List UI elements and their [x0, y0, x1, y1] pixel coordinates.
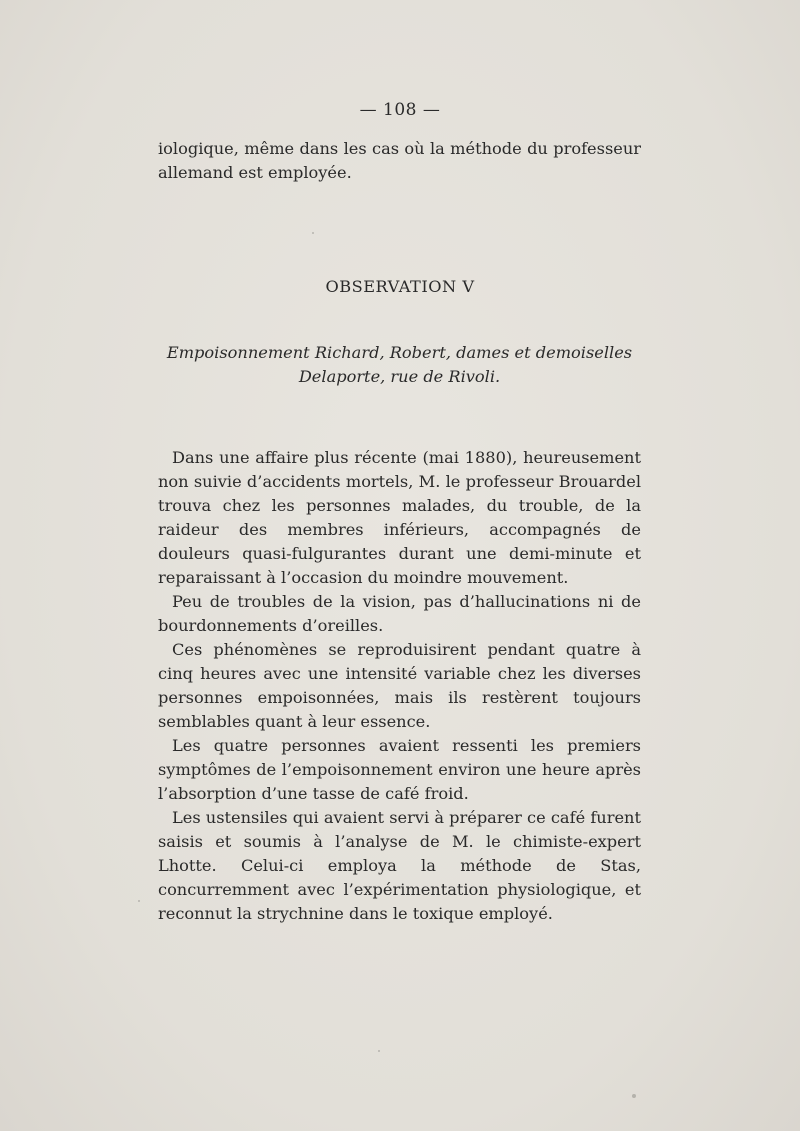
observation-body — [158, 446, 641, 926]
continuation-text: iologique, même dans les cas où la méthode du professeur allemand est employée. — [158, 139, 641, 182]
paper-speck — [378, 1050, 380, 1052]
paragraph: Les quatre personnes avaient ressenti les premiers symptômes de l’empoisonnement environ une heure après l’absorption d’une tasse de café froid. — [158, 736, 641, 803]
observation-subtitle-line-2: Delaporte, rue de Rivoli. — [298, 367, 501, 386]
paragraph: Ces phénomènes se reproduisirent pendant quatre à cinq heures avec une intensité variable chez les diverses personnes empoisonnées, mais ils restèrent toujours semblables quant à leur essence. — [158, 640, 641, 731]
observation-subtitle — [158, 341, 641, 389]
observation-subtitle-line-1: Empoisonnement Richard, Robert, dames et demoiselles — [166, 343, 633, 362]
observation-title: OBSERVATION V — [325, 277, 475, 296]
paragraph: Les ustensiles qui avaient servi à préparer ce café furent saisis et soumis à l’analyse de M. le chimiste-expert Lhotte. Celui-ci employa la méthode de Stas, concurremment avec l’expérimentation physiologique, et reconnut la strychnine dans le toxique employé. — [158, 808, 641, 923]
paragraph: Peu de troubles de la vision, pas d’hallucinations ni de bourdonnements d’oreilles. — [158, 592, 641, 635]
continuation-paragraph — [158, 137, 641, 185]
paper-speck — [312, 232, 314, 234]
page-number: — 108 — — [359, 100, 441, 120]
paper-speck — [632, 1094, 636, 1098]
paragraph: Dans une affaire plus récente (mai 1880), heureusement non suivie d’accidents mortels, M. le professeur Brouardel trouva chez les personnes malades, du trouble, de la raideur des membres inférieurs, accompagnés de douleurs quasi-fulgurantes durant une demi-minute et reparaissant à l’occasion du moindre mouvement. — [158, 448, 641, 587]
paper-speck — [138, 900, 140, 902]
